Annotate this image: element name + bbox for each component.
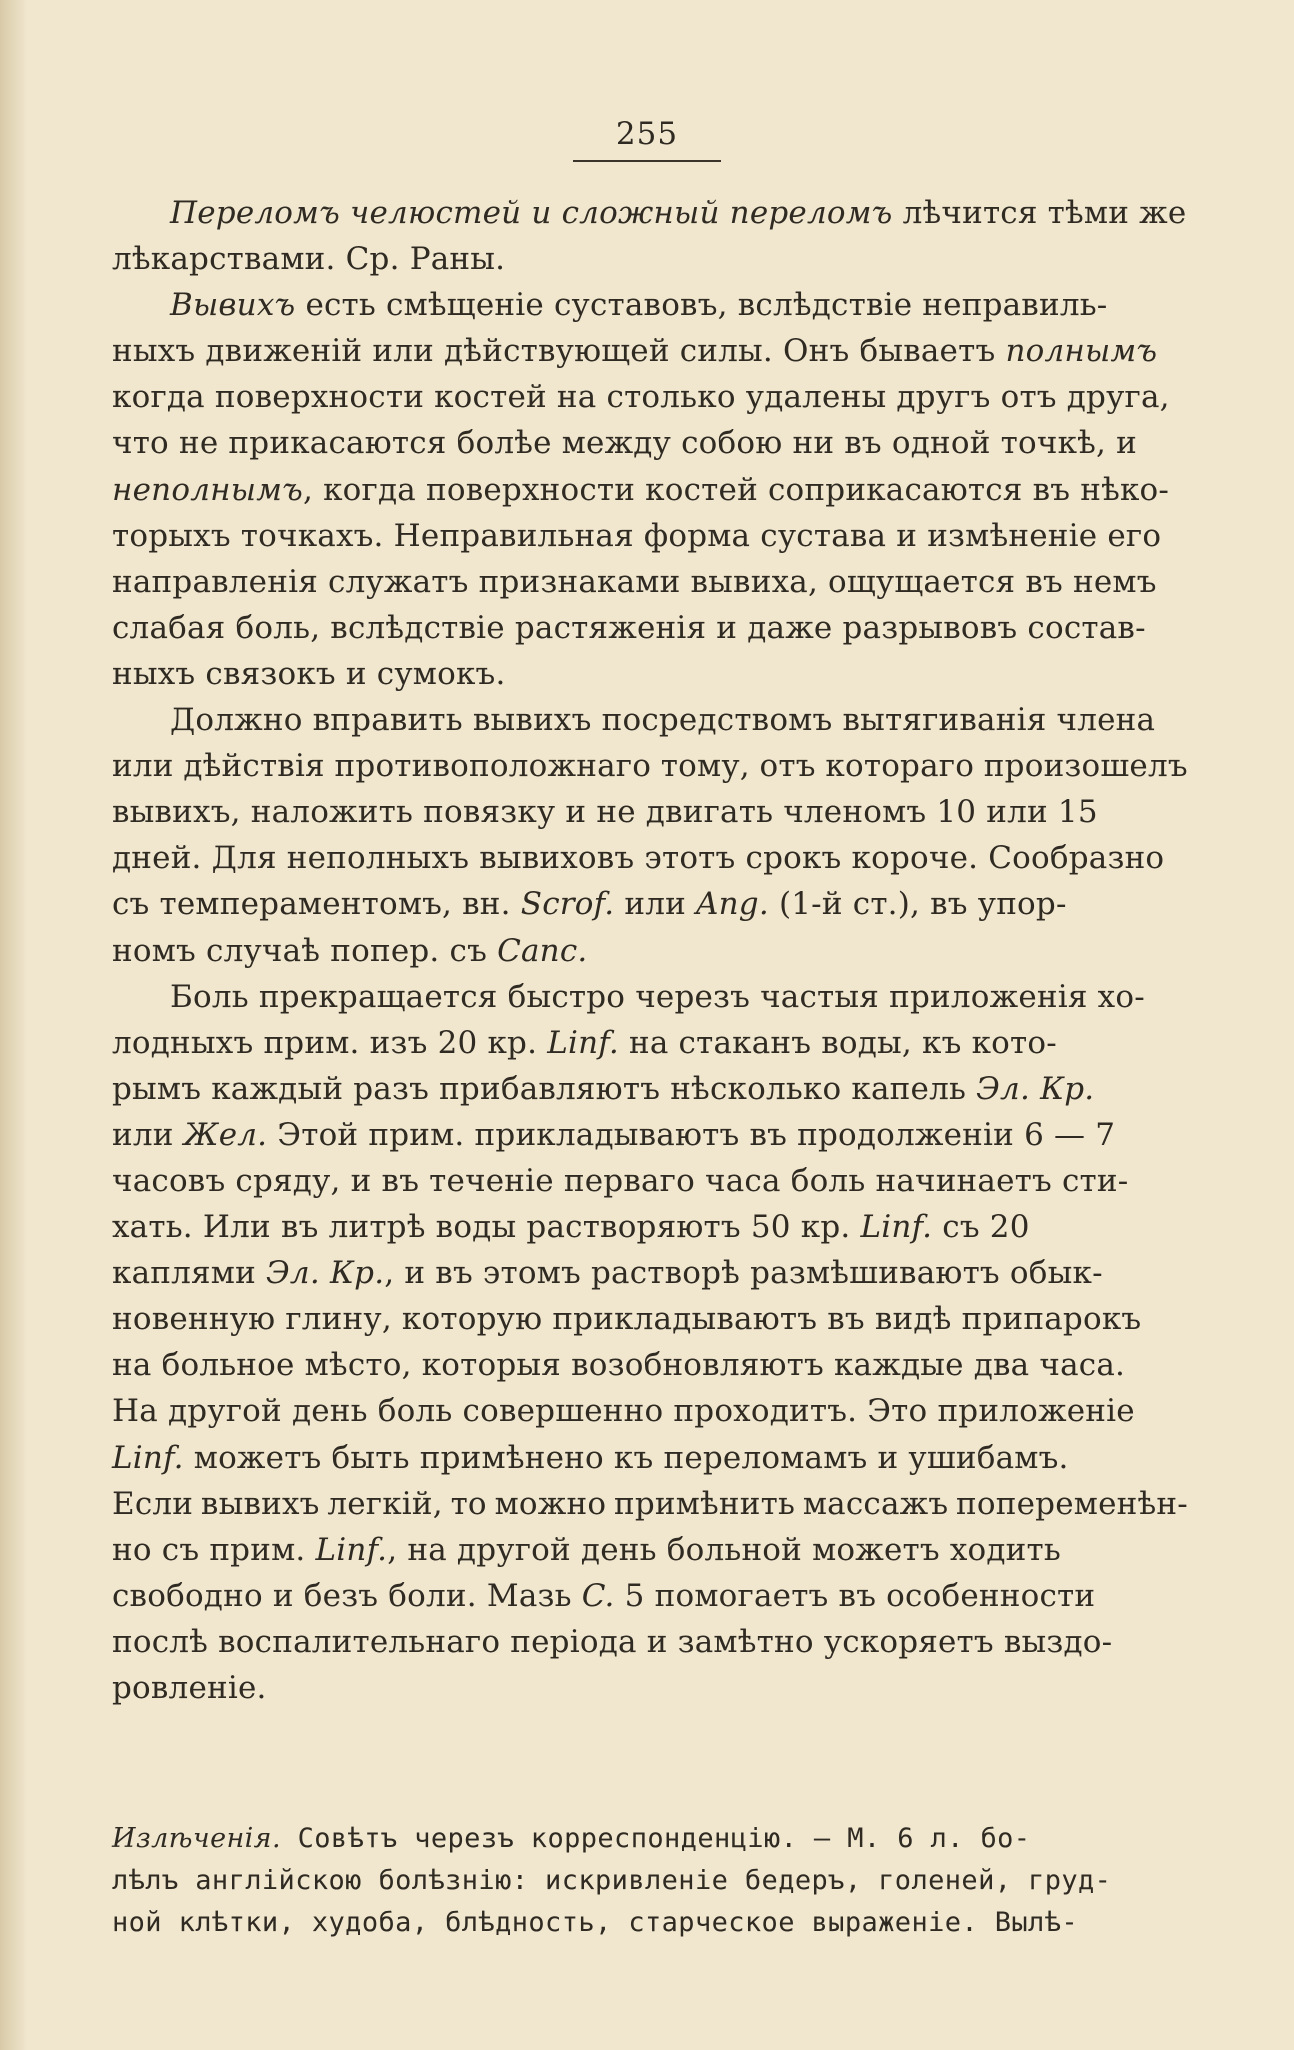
text-run: ныхъ движеній или дѣйствующей силы. Онъ бываетъ bbox=[112, 333, 1006, 370]
text-run: или bbox=[112, 1116, 184, 1153]
text-line bbox=[112, 928, 1188, 974]
italic-term: Linf. bbox=[315, 1531, 388, 1568]
text-run: или дѣйствія противоположнаго тому, отъ котораго произошелъ bbox=[112, 748, 1188, 785]
text-line bbox=[112, 1296, 1188, 1342]
italic-term: Ang. bbox=[696, 886, 769, 923]
note-line bbox=[112, 1860, 1188, 1902]
text-line bbox=[112, 513, 1188, 559]
italic-term: Canc. bbox=[497, 932, 588, 969]
page-number: 255 bbox=[615, 116, 679, 152]
text-run: что не прикасаются болѣе между собою ни въ одной точкѣ, и bbox=[112, 425, 1138, 462]
text-run: Этой прим. прикладываютъ въ продолженіи 6 — 7 bbox=[267, 1116, 1116, 1153]
text-run: часовъ сряду, и въ теченіе перваго часа боль начинаетъ сти- bbox=[112, 1162, 1129, 1199]
italic-term: Linf. bbox=[112, 1439, 184, 1476]
text-line bbox=[112, 1342, 1188, 1388]
text-line bbox=[112, 697, 1188, 743]
italic-term: Переломъ челюстей и сложный переломъ bbox=[170, 195, 893, 231]
text-run: на больное мѣсто, которыя возобновляютъ каждые два часа. bbox=[112, 1347, 1126, 1384]
text-run: , и въ этомъ растворѣ размѣшиваютъ обык- bbox=[384, 1255, 1103, 1292]
text-run: ныхъ связокъ и сумокъ. bbox=[112, 655, 506, 692]
italic-term: полнымъ bbox=[1005, 333, 1158, 370]
text-line bbox=[112, 835, 1188, 881]
text-line bbox=[112, 605, 1188, 651]
italic-term: Scrof. bbox=[520, 886, 615, 923]
text-line bbox=[112, 282, 1188, 328]
text-line bbox=[112, 1435, 1188, 1481]
note-text: Совѣтъ черезъ корреспонденцію. — М. 6 л. бо- bbox=[280, 1823, 1031, 1854]
text-run: послѣ воспалительнаго періода и замѣтно ускоряетъ выздо- bbox=[112, 1623, 1113, 1660]
text-run: есть смѣщеніе суставовъ, вслѣдствіе неправиль- bbox=[295, 287, 1108, 324]
text-run: Должно вправить вывихъ посредствомъ вытягиванія члена bbox=[170, 702, 1156, 739]
italic-term: Вывихъ bbox=[170, 287, 296, 324]
text-line bbox=[112, 374, 1188, 420]
text-run: рымъ каждый разъ прибавляютъ нѣсколько капель bbox=[112, 1070, 977, 1107]
italic-term: C. bbox=[581, 1577, 615, 1614]
text-run: хать. Или въ литрѣ воды растворяютъ 50 кр. bbox=[112, 1209, 861, 1246]
text-line bbox=[112, 1250, 1188, 1296]
text-line bbox=[112, 743, 1188, 789]
text-line bbox=[112, 1066, 1188, 1112]
italic-term: Linf. bbox=[547, 1024, 619, 1061]
text-run: или bbox=[614, 886, 697, 923]
text-line bbox=[112, 789, 1188, 835]
italic-term: Эл. Кр. bbox=[976, 1070, 1095, 1107]
text-run: когда поверхности костей на столько удалены другъ отъ друга, bbox=[112, 379, 1170, 416]
text-run: можетъ быть примѣнено къ переломамъ и ушибамъ. bbox=[183, 1439, 1069, 1476]
text-line bbox=[112, 881, 1188, 927]
text-line bbox=[112, 420, 1188, 466]
text-run: слабая боль, вслѣдствіе растяженія и даже разрывовъ состав- bbox=[112, 609, 1146, 646]
text-run: лодныхъ прим. изъ 20 кр. bbox=[112, 1024, 548, 1061]
text-line bbox=[112, 1573, 1188, 1619]
text-run: , на другой день больной можетъ ходить bbox=[387, 1531, 1061, 1568]
text-run: дней. Для неполныхъ вывиховъ этотъ срокъ короче. Сообразно bbox=[112, 840, 1165, 877]
text-line bbox=[112, 467, 1188, 513]
text-line bbox=[112, 236, 1188, 282]
text-line bbox=[112, 190, 1188, 236]
note-text: ной клѣтки, худоба, блѣдность, старческое выраженіе. Вылѣ- bbox=[112, 1907, 1079, 1938]
text-line bbox=[112, 328, 1188, 374]
text-run: съ темпераментомъ, вн. bbox=[112, 886, 521, 923]
page-number-rule bbox=[573, 160, 721, 162]
text-line bbox=[112, 1112, 1188, 1158]
text-line bbox=[112, 559, 1188, 605]
case-notes bbox=[112, 1818, 1188, 1944]
text-run: вывихъ, наложить повязку и не двигать членомъ 10 или 15 bbox=[112, 794, 1098, 831]
page-edge-shadow bbox=[0, 0, 28, 2050]
text-run: , когда поверхности костей соприкасаются въ нѣко- bbox=[302, 471, 1170, 508]
text-run: на стаканъ воды, къ кото- bbox=[618, 1024, 1057, 1061]
text-run: (1-й ст.), въ упор- bbox=[768, 886, 1067, 923]
text-run: лѣкарствами. Ср. Раны. bbox=[112, 241, 506, 278]
main-text bbox=[112, 190, 1188, 1711]
text-line bbox=[112, 1204, 1188, 1250]
text-run: номъ случаѣ попер. съ bbox=[112, 932, 498, 969]
text-line bbox=[112, 1158, 1188, 1204]
text-line bbox=[112, 1481, 1188, 1527]
text-run: направленія служатъ признаками вывиха, ощущается въ немъ bbox=[112, 563, 1157, 600]
text-run: Если вывихъ легкій, то можно примѣнить массажъ попеременѣн- bbox=[112, 1485, 1188, 1522]
note-text: лѣлъ англійскою болѣзнію: искривленіе бедеръ, голеней, груд- bbox=[112, 1865, 1112, 1896]
text-run: 5 помогаетъ въ особенности bbox=[614, 1577, 1096, 1614]
italic-term: Linf. bbox=[860, 1209, 933, 1246]
text-line bbox=[112, 1619, 1188, 1665]
italic-term: неполнымъ bbox=[112, 471, 303, 508]
text-line bbox=[112, 1388, 1188, 1434]
note-line bbox=[112, 1902, 1188, 1944]
italic-term: Жел. bbox=[183, 1116, 268, 1153]
text-run: ровленіе. bbox=[112, 1670, 267, 1706]
text-line bbox=[112, 1020, 1188, 1066]
note-heading: Излѣченія. bbox=[112, 1823, 281, 1854]
text-run: новенную глину, которую прикладываютъ въ видѣ припарокъ bbox=[112, 1301, 1142, 1338]
text-line bbox=[112, 1665, 1188, 1711]
text-line bbox=[112, 651, 1188, 697]
text-line bbox=[112, 1527, 1188, 1573]
text-run: торыхъ точкахъ. Неправильная форма сустава и измѣненіе его bbox=[112, 517, 1162, 554]
note-line bbox=[112, 1818, 1188, 1860]
text-run: каплями bbox=[112, 1255, 266, 1292]
text-run: На другой день боль совершенно проходитъ. Это приложеніе bbox=[112, 1393, 1135, 1430]
text-run: Боль прекращается быстро черезъ частыя приложенія хо- bbox=[170, 978, 1145, 1015]
text-run: съ 20 bbox=[932, 1209, 1030, 1246]
italic-term: Эл. Кр. bbox=[266, 1255, 385, 1292]
text-line bbox=[112, 974, 1188, 1020]
text-run: свободно и безъ боли. Мазь bbox=[112, 1577, 582, 1614]
text-run: лѣчится тѣми же bbox=[892, 195, 1187, 231]
text-run: но съ прим. bbox=[112, 1531, 316, 1568]
